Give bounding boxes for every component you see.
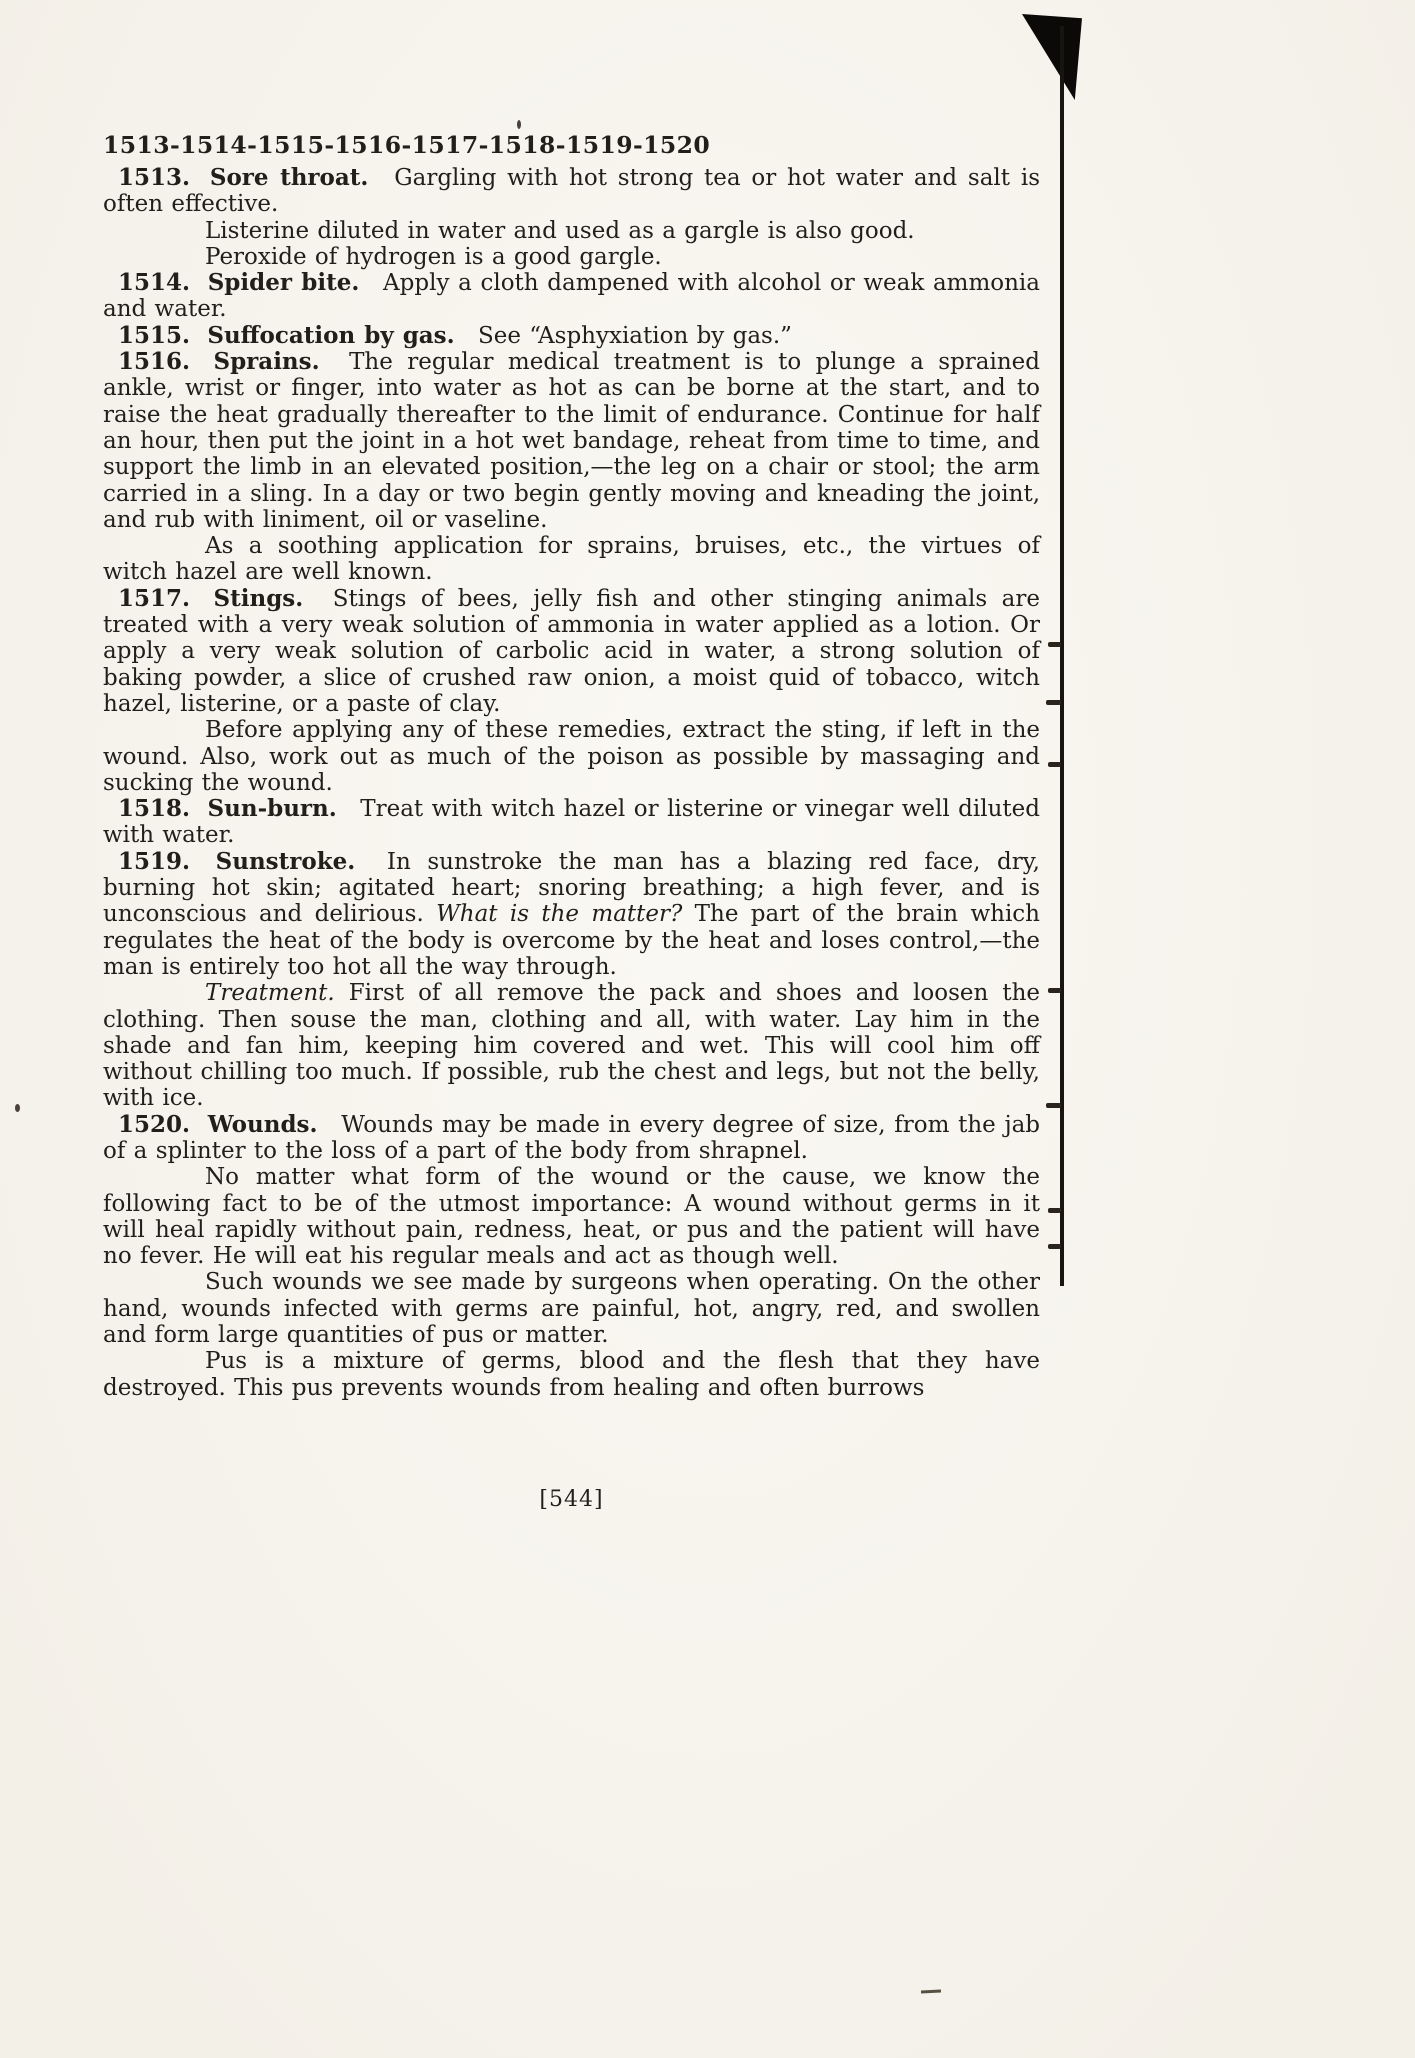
- scan-speck: [921, 1989, 941, 1993]
- section-1519-title: Sunstroke.: [215, 847, 356, 875]
- section-1513-title: Sore throat.: [209, 164, 369, 191]
- section-1517-number: 1517.: [118, 584, 191, 612]
- para-1519: [103, 849, 1040, 980]
- para-1520-sub-3: [103, 1348, 1040, 1401]
- scan-speck: [517, 120, 521, 129]
- section-1516-number: 1516.: [118, 348, 191, 376]
- scan-speck: [15, 1104, 20, 1112]
- section-1520-sub-text: Pus is a mixture of germs, blood and the flesh that they have destroyed. This pus prevents wounds from healing and often burrows: [103, 1348, 1040, 1401]
- section-1514-number: 1514.: [118, 269, 191, 297]
- section-1518-number: 1518.: [118, 795, 191, 823]
- page-number: [544]: [539, 1487, 604, 1512]
- para-1520-sub-2: [103, 1269, 1040, 1348]
- section-1516-title: Sprains.: [213, 348, 320, 376]
- scan-corner-mark: [1022, 14, 1082, 100]
- para-1517-sub-1: [103, 717, 1040, 796]
- section-1517-title: Stings.: [213, 584, 304, 612]
- para-1513-sub-1: [103, 218, 1040, 244]
- header-section-range: 1513-1514-1515-1516-1517-1518-1519-1520: [103, 131, 711, 159]
- section-1520-sub-text: No matter what form of the wound or the cause, we know the following fact to be of the utmost importance: A wound without germs in it will heal rapidly without pain, redness, heat, or pus and the patient will have no fever. He will eat his regular meals and act as though well.: [103, 1164, 1040, 1270]
- section-1518-text: Treat with witch hazel or listerine or vinegar well diluted with water.: [103, 796, 1041, 849]
- section-1520-number: 1520.: [118, 1110, 191, 1138]
- scan-edge-tick: [1046, 700, 1061, 705]
- scan-edge-tick: [1048, 988, 1061, 993]
- section-1519-number: 1519.: [118, 847, 191, 875]
- para-1516: [103, 349, 1040, 533]
- para-1513-sub-2: [103, 244, 1040, 270]
- scan-edge-tick: [1048, 762, 1061, 767]
- section-1514-title: Spider bite.: [207, 269, 360, 297]
- para-1513: [103, 165, 1040, 218]
- section-1515-number: 1515.: [118, 321, 191, 349]
- page-content: [103, 130, 1040, 1401]
- section-1513-sub-text: Peroxide of hydrogen is a good gargle.: [205, 243, 662, 270]
- scan-edge-line: [1060, 26, 1064, 1286]
- para-1517: [103, 586, 1040, 717]
- section-1516-text: The regular medical treatment is to plunge a sprained ankle, wrist or finger, into water as hot as can be borne at the start, and to raise the heat gradually thereafter to the limit of endurance. Continue for half an hour, then put the joint in a hot wet bandage, reheat from time to time, and support the limb in an elevated position,—the leg on a chair or stool; the arm carried in a sling. In a day or two begin gently moving and kneading the joint, and rub with liniment, oil or vaseline.: [103, 349, 1041, 533]
- section-1519-sub-text: First of all remove the pack and shoes and loosen the clothing. Then souse the man, clothing and all, with water. Lay him in the shade and fan him, keeping him covered and wet. This will cool him off without chilling too much. If possible, rub the chest and legs, but not the belly, with ice.: [103, 980, 1040, 1112]
- section-1515-title: Suffocation by gas.: [207, 321, 455, 349]
- section-1513-text: Gargling with hot strong tea or hot water and salt is often effective.: [103, 165, 1041, 218]
- scan-edge-tick: [1048, 1208, 1061, 1213]
- section-1518-title: Sun-burn.: [207, 795, 337, 823]
- para-1514: [103, 270, 1040, 323]
- section-1519-treatment-italic: Treatment.: [205, 980, 335, 1007]
- para-1516-sub-1: [103, 533, 1040, 586]
- section-1513-number: 1513.: [118, 164, 191, 191]
- section-1517-text: Stings of bees, jelly fish and other stinging animals are treated with a very weak solution of ammonia in water applied as a lotion. Or apply a very weak solution of carbolic acid in water, a strong solution of baking powder, a slice of crushed raw onion, a moist quid of tobacco, witch hazel, listerine, or a paste of clay.: [103, 585, 1041, 717]
- section-1520-text: Wounds may be made in every degree of size, from the jab of a splinter to the loss of a part of the body from shrapnel.: [103, 1111, 1041, 1164]
- section-1520-sub-text: Such wounds we see made by surgeons when operating. On the other hand, wounds infected with germs are painful, hot, angry, red, and swollen and form large quantities of pus or matter.: [103, 1269, 1040, 1349]
- para-1515: [103, 323, 1040, 349]
- section-1519-question-italic: What is the matter?: [436, 901, 683, 928]
- section-1514-text: Apply a cloth dampened with alcohol or weak ammonia and water.: [103, 270, 1040, 323]
- section-1517-sub-text: Before applying any of these remedies, extract the sting, if left in the wound. Also, work out as much of the poison as possible by massaging and sucking the wound.: [103, 717, 1040, 796]
- para-1520-sub-1: [103, 1164, 1040, 1269]
- scan-edge-tick: [1048, 1244, 1061, 1249]
- section-1515-text: See “Asphyxiation by gas.”: [477, 322, 792, 349]
- section-1520-title: Wounds.: [207, 1110, 318, 1138]
- section-1519-text: In sunstroke the man has a blazing red face, dry, burning hot skin; agitated heart; snoring breathing; a high fever, and is unconscious and delirious.: [103, 848, 1040, 928]
- para-1519-sub-1: [103, 980, 1040, 1111]
- para-1518: [103, 796, 1040, 849]
- para-1520: [103, 1112, 1040, 1165]
- section-1516-sub-text: As a soothing application for sprains, bruises, etc., the virtues of witch hazel are well known.: [103, 533, 1040, 586]
- scan-edge-tick: [1046, 1103, 1061, 1108]
- section-1519-text: The part of the brain which regulates the heat of the body is overcome by the heat and loses control,—the man is entirely too hot all the way through.: [103, 901, 1040, 980]
- scan-edge-tick: [1048, 642, 1061, 647]
- section-1513-sub-text: Listerine diluted in water and used as a gargle is also good.: [205, 217, 915, 244]
